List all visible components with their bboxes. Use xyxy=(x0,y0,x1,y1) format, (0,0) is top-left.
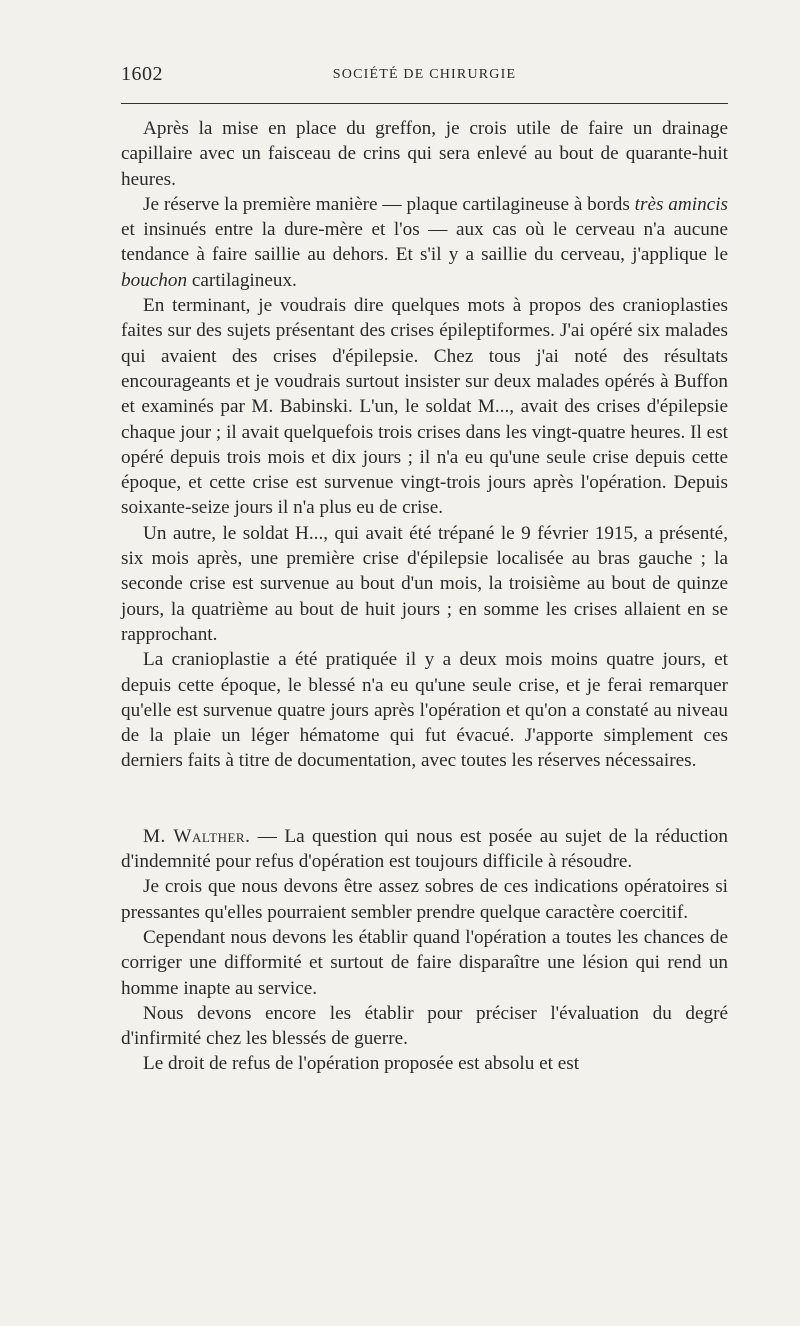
italic-text: très amincis xyxy=(634,193,728,215)
paragraph: Un autre, le soldat H..., qui avait été trépané le 9 février 1915, a présenté, six mois après, une première crise d'épilepsie localisée au bras gauche ; la seconde crise est survenue au bout d'un mois, la troisième au bout de quinze jours, la quatrième au bout de huit jours ; en somme les crises allaient en se rapprochant. xyxy=(121,522,728,645)
paragraph: La cranioplastie a été pratiquée il y a deux mois moins quatre jours, et depuis cette époque, le blessé n'a eu qu'une seule crise, et je ferai remarquer qu'elle est survenue quatre jours après l'opération et qu'on a constaté au niveau de la plaie un léger hématome qui fut évacué. J'apporte simplement ces derniers faits à titre de documentation, avec toutes les réserves nécessaires. xyxy=(121,649,728,772)
paragraph: Le droit de refus de l'opération proposée est absolu et est xyxy=(143,1053,580,1075)
header-rule xyxy=(121,103,728,104)
text-run: Je réserve la première manière — plaque cartilagineuse à bords xyxy=(143,193,635,215)
speaker-name: M. Walther. xyxy=(143,825,251,847)
paragraph xyxy=(121,824,728,875)
text-run: et insinués entre la dure-mère et l'os — aux cas où le cerveau n'a aucune tendance à faire saillie au dehors. Et s'il y a saillie du cerveau, j'applique le xyxy=(121,219,728,266)
body-text xyxy=(121,116,728,1077)
paragraph: Nous devons encore les établir pour préciser l'évaluation du degré d'infirmité chez les blessés de guerre. xyxy=(121,1002,728,1050)
page-header xyxy=(121,63,728,89)
running-head: SOCIÉTÉ DE CHIRURGIE xyxy=(332,67,517,82)
paragraph: Je crois que nous devons être assez sobres de ces indications opératoires si pressantes qu'elles pourraient sembler prendre quelque caractère coercitif. xyxy=(121,876,728,923)
text-run: cartilagineux. xyxy=(187,269,297,291)
page-number: 1602 xyxy=(121,63,163,85)
paragraph: Après la mise en place du greffon, je crois utile de faire un drainage capillaire avec un faisceau de crins qui sera enlevé au bout de quarante-huit heures. xyxy=(121,118,728,190)
paragraph xyxy=(121,192,728,293)
text-run: — La question qui nous est posée au sujet de la réduction d'indemnité pour refus d'opération est toujours difficile à résoudre. xyxy=(121,825,728,873)
paragraph: Cependant nous devons les établir quand l'opération a toutes les chances de corriger une difformité et surtout de faire disparaître une lésion qui rend un homme inapte au service. xyxy=(121,926,728,999)
italic-text: bouchon xyxy=(121,269,188,291)
paragraph: En terminant, je voudrais dire quelques mots à propos des cranioplasties faites sur des sujets présentant des crises épileptiformes. J'ai opéré six malades qui avaient des crises d'épilepsie. Chez tous j'ai noté des résultats encourageants et je voudrais surtout insister sur deux malades opérés à Buffon et examinés par M. Babinski. L'un, le soldat M..., avait des crises d'épilepsie chaque jour ; il avait quelquefois trois crises dans les vingt-quatre heures. Il est opéré depuis trois mois et dix jours ; il n'a eu qu'une seule crise depuis cette époque, et cette crise est survenue vingt-trois jours après l'opération. Depuis soixante-seize jours il n'a plus eu de crise. xyxy=(121,295,728,519)
section-gap xyxy=(121,774,728,824)
